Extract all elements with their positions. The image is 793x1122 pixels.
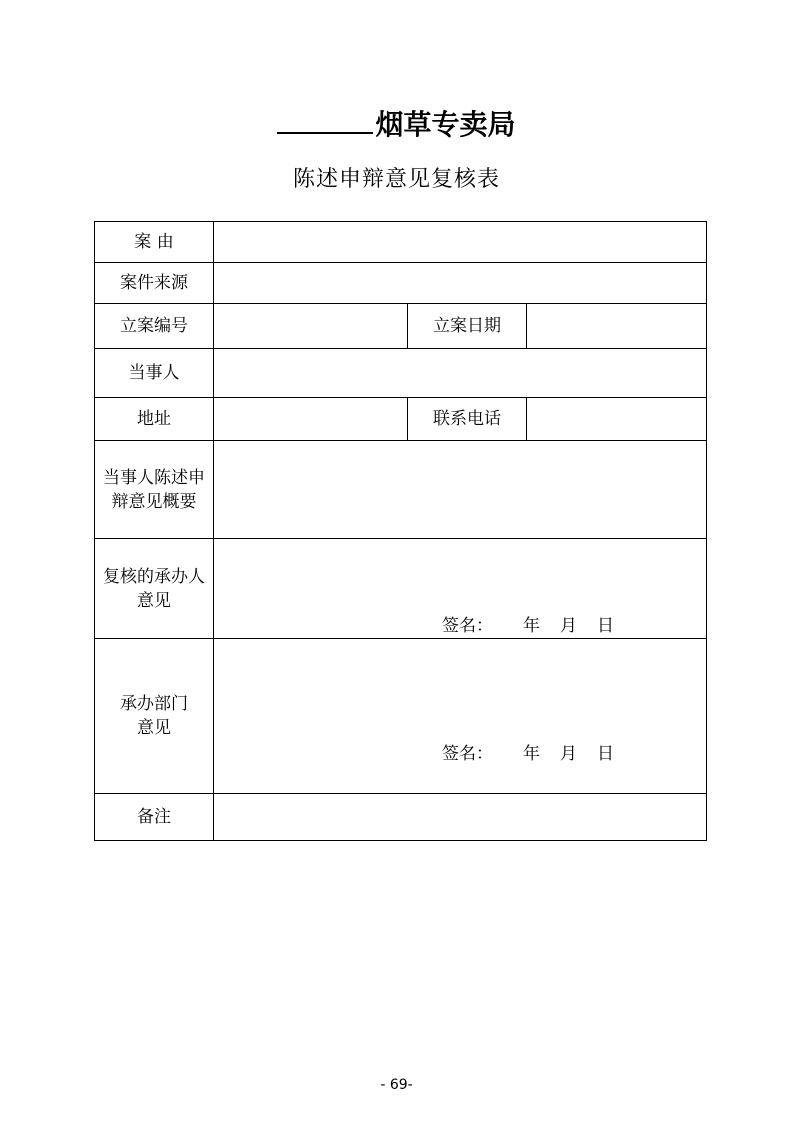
agency-heading [0,102,793,145]
case-source-field[interactable] [214,263,707,304]
row-handler-opinion [95,539,707,639]
party-field[interactable] [214,349,707,398]
row-party-statement [95,441,707,539]
handler-opinion-label: 复核的承办人意见 [95,539,214,639]
party-statement-field[interactable] [214,441,707,539]
row-case-number [95,304,707,349]
phone-field[interactable] [527,398,707,441]
party-label: 当事人 [95,349,214,398]
agency-name-blank[interactable] [277,102,373,134]
row-party [95,349,707,398]
agency-name: 烟草专卖局 [375,108,516,141]
month-label: 月 [560,744,577,764]
address-field[interactable] [214,398,408,441]
department-opinion-label: 承办部门意见 [95,639,214,794]
row-remarks [95,794,707,841]
address-label: 地址 [95,398,214,441]
remarks-field[interactable] [214,794,707,841]
year-label: 年 [523,616,540,636]
signature-label: 签名： [442,744,493,764]
case-date-field[interactable] [527,304,707,349]
handler-signature-line [442,611,614,636]
page-number: - 69- [380,1077,413,1093]
review-form-table [94,221,707,841]
row-department-opinion [95,639,707,794]
day-label: 日 [597,616,614,636]
day-label: 日 [597,744,614,764]
phone-label: 联系电话 [408,398,527,441]
remarks-label: 备注 [95,794,214,841]
case-number-label: 立案编号 [95,304,214,349]
case-source-label: 案件来源 [95,263,214,304]
row-address [95,398,707,441]
month-label: 月 [560,616,577,636]
year-label: 年 [523,744,540,764]
case-number-field[interactable] [214,304,408,349]
department-signature-line [442,739,614,764]
signature-label: 签名： [442,616,493,636]
party-statement-label: 当事人陈述申辩意见概要 [95,441,214,539]
case-cause-field[interactable] [214,222,707,263]
case-cause-label: 案 由 [95,222,214,263]
case-date-label: 立案日期 [408,304,527,349]
row-case-cause [95,222,707,263]
form-title: 陈述申辩意见复核表 [292,167,500,192]
department-opinion-field[interactable] [214,639,707,794]
handler-opinion-field[interactable] [214,539,707,639]
row-case-source [95,263,707,304]
